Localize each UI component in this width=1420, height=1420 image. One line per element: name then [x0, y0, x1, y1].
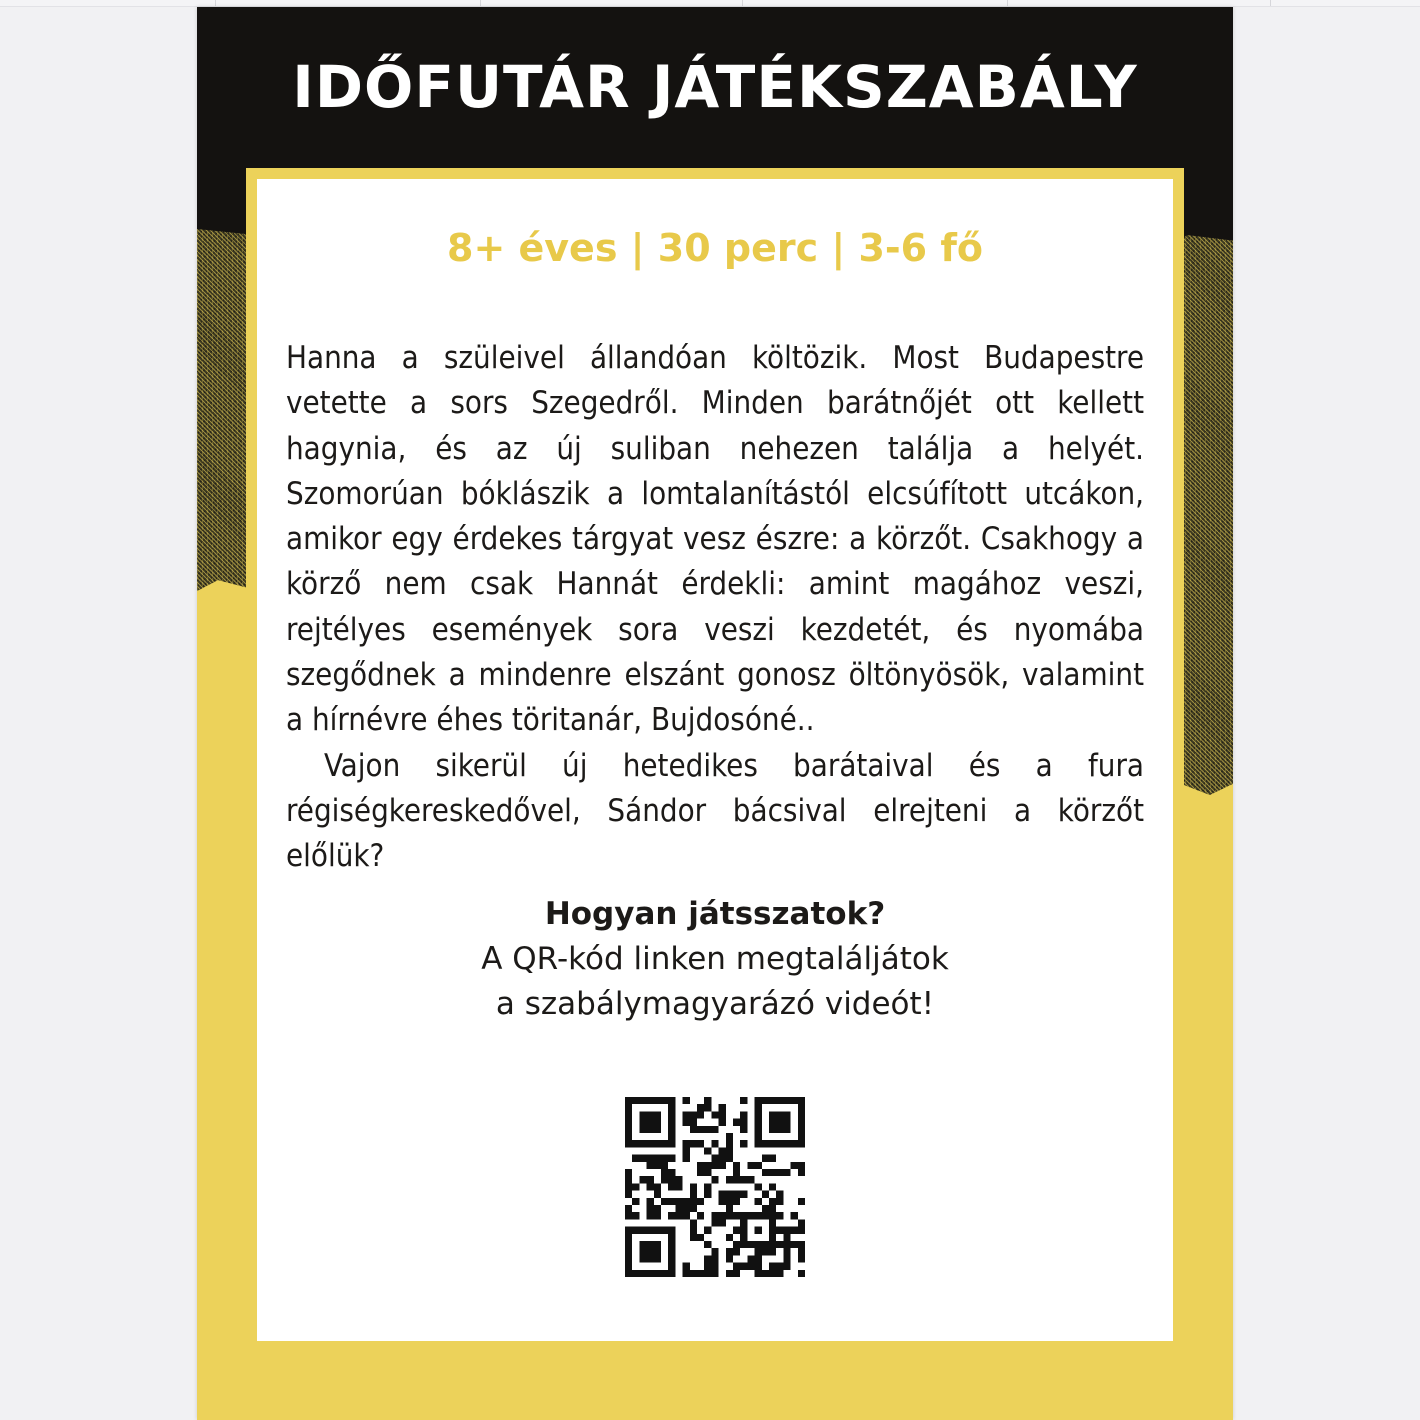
qr-code-icon[interactable] — [625, 1097, 805, 1277]
tab-separator — [1007, 0, 1008, 6]
page-title: IDŐFUTÁR JÁTÉKSZABÁLY — [292, 53, 1138, 121]
howto-title: Hogyan játsszatok? — [544, 896, 886, 932]
tab-separator — [480, 0, 481, 6]
tab-separator — [1270, 0, 1271, 6]
story-paragraph: Hanna a szüleivel állandóan költözik. Most Budapestre vetette a sors Szegedről. Minden barátnőjét ott kellett hagynia, és az új suliban nehezen találja a helyét. Szomorúan bóklászik a lomtalanítástól elcsúfított utcákon, amikor egy érdekes tárgyat vesz észre: a körzőt. Csakhogy a körző nem csak Hannát érdekli: amint magához veszi, rejtélyes események sora veszi kezdetét, és nyomába szegődnek a mindenre elszánt gonosz öltönyösök, valamint a hírnévre éhes töritanár, Bujdosóné.. — [286, 340, 1144, 739]
rules-card-inner — [257, 179, 1173, 1341]
tab-separator — [742, 0, 743, 6]
game-meta: 8+ éves | 30 perc | 3-6 fő — [447, 226, 983, 270]
rules-card — [246, 168, 1184, 1352]
howto-section — [257, 892, 1173, 1027]
story-paragraph: Vajon sikerül új hetedikes barátaival és a fura régiségkereskedővel, Sándor bácsival elrejteni a körzőt előlük? — [286, 747, 1144, 875]
howto-line: A QR-kód linken megtaláljátok — [481, 941, 949, 977]
howto-line: a szabálymagyarázó videót! — [495, 986, 935, 1022]
story-text — [286, 336, 1144, 880]
tab-separator — [215, 0, 216, 6]
document-page — [197, 7, 1233, 1420]
tab-strip — [0, 0, 1420, 7]
